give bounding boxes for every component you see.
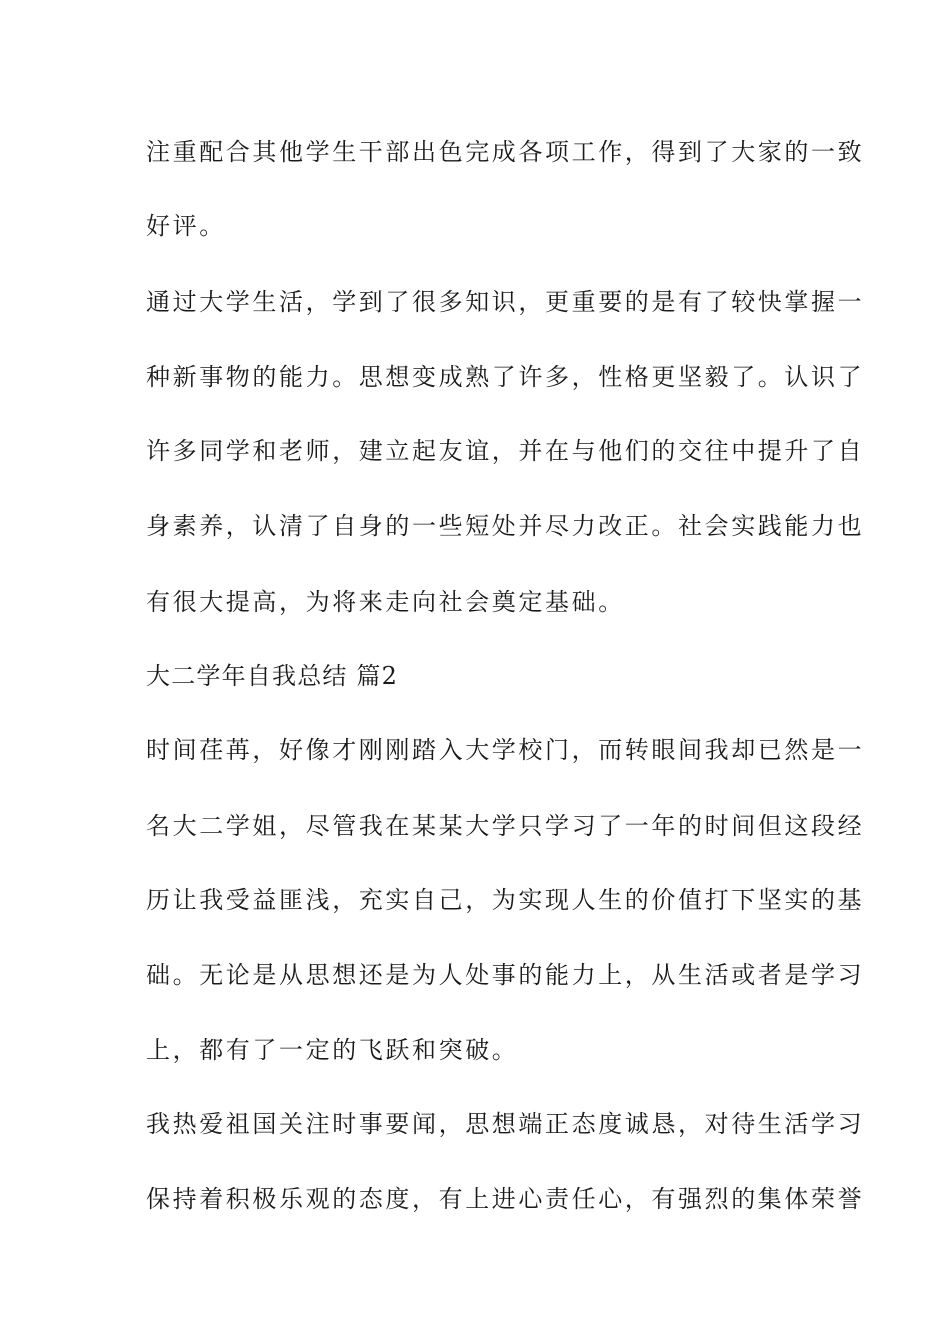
paragraph-line: 础。无论是从思想还是为人处事的能力上，从生活或者是学习 <box>146 961 865 989</box>
section-heading: 大二学年自我总结 篇2 <box>146 662 399 690</box>
paragraph-line: 身素养，认清了自身的一些短处并尽力改正。社会实践能力也 <box>146 512 865 540</box>
paragraph-line: 我热爱祖国关注时事要闻，思想端正态度诚恳，对待生活学习 <box>146 1110 865 1138</box>
paragraph-line: 有很大提高，为将来走向社会奠定基础。 <box>146 588 625 616</box>
paragraph-line: 好评。 <box>146 212 226 240</box>
paragraph-line: 注重配合其他学生干部出色完成各项工作，得到了大家的一致 <box>146 138 865 166</box>
paragraph-line: 历让我受益匪浅，充实自己，为实现人生的价值打下坚实的基 <box>146 886 865 914</box>
paragraph-line: 种新事物的能力。思想变成熟了许多，性格更坚毅了。认识了 <box>146 363 865 391</box>
paragraph-line: 保持着积极乐观的态度，有上进心责任心，有强烈的集体荣誉 <box>146 1185 865 1213</box>
paragraph-line: 通过大学生活，学到了很多知识，更重要的是有了较快掌握一 <box>146 288 865 316</box>
paragraph-line: 许多同学和老师，建立起友谊，并在与他们的交往中提升了自 <box>146 437 865 465</box>
paragraph-line: 名大二学姐，尽管我在某某大学只学习了一年的时间但这段经 <box>146 812 865 840</box>
paragraph-line: 上，都有了一定的飞跃和突破。 <box>146 1036 519 1064</box>
paragraph-line: 时间荏苒，好像才刚刚踏入大学校门，而转眼间我却已然是一 <box>146 736 865 764</box>
